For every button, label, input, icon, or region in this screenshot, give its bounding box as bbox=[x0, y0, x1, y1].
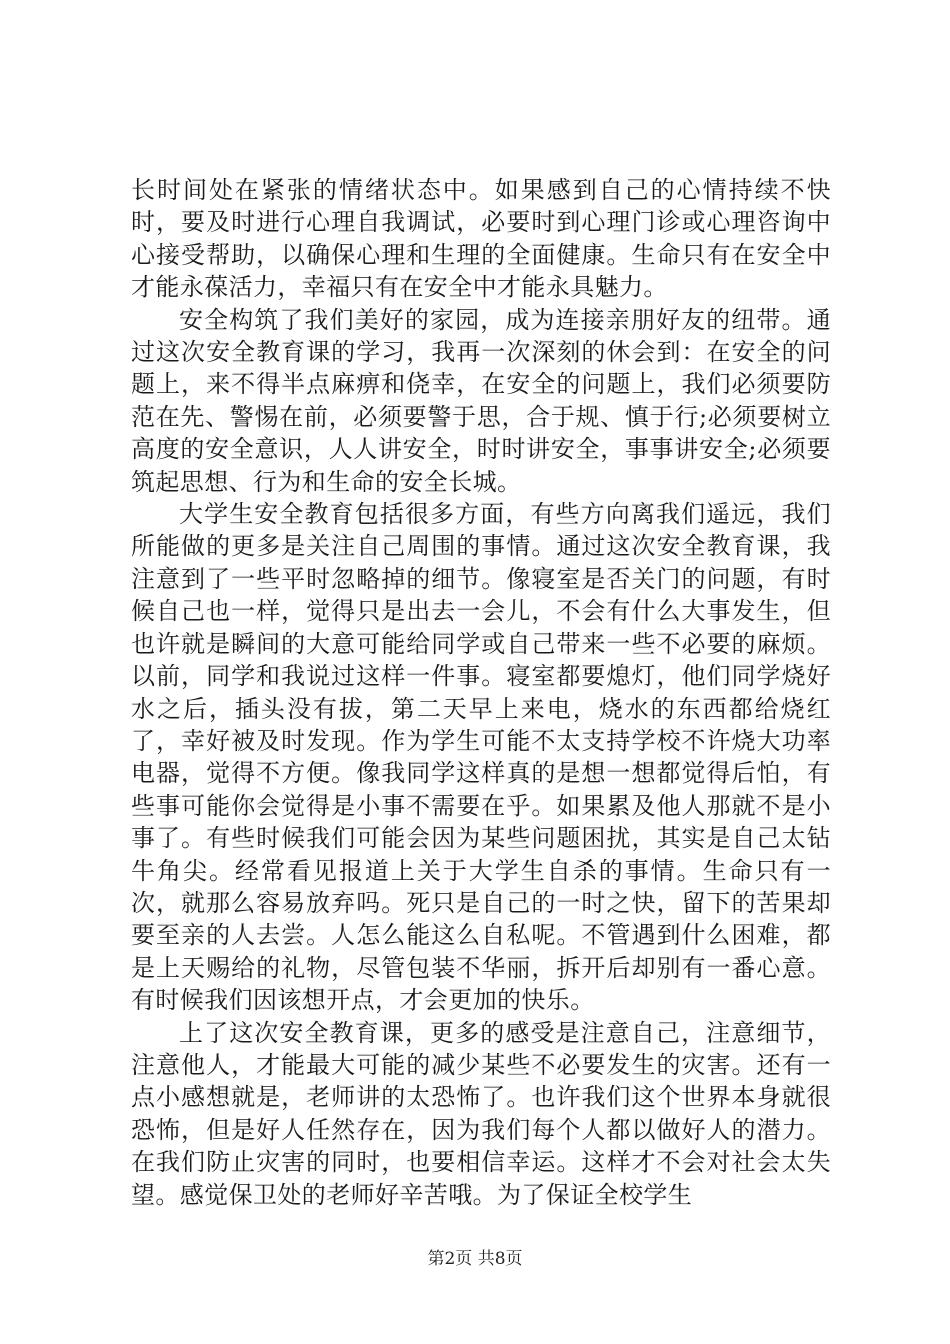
page-number-footer: 第2页 共8页 bbox=[427, 1249, 523, 1269]
paragraph-reflection: 上了这次安全教育课，更多的感受是注意自己，注意细节，注意他人，才能最大可能的减少某些不必要发生的灾害。还有一点小感想就是，老师讲的太恐怖了。也许我们这个世界本身就很恐怖，但是好人任然存在，因为我们每个人都以做好人的潜力。在我们防止灾害的同时，也要相信幸运。这样才不会对社会太失望。感觉保卫处的老师好辛苦哦。为了保证全校学生 bbox=[131, 1018, 831, 1209]
paragraph-safety-home: 安全构筑了我们美好的家园，成为连接亲朋好友的纽带。通过这次安全教育课的学习，我再一次深刻的休会到：在安全的问题上，来不得半点麻痹和侥幸，在安全的问题上，我们必须要防范在先、警惕在前，必须要警于思，合于规、慎于行;必须要树立高度的安全意识，人人讲安全，时时讲安全，事事讲安全;必须要筑起思想、行为和生命的安全长城。 bbox=[131, 305, 831, 496]
paragraph-safety-education: 大学生安全教育包括很多方面，有些方向离我们遥远，我们所能做的更多是关注自己周围的事情。通过这次安全教育课，我注意到了一些平时忽略掉的细节。像寝室是否关门的问题，有时候自己也一样，觉得只是出去一会儿，不会有什么大事发生，但也许就是瞬间的大意可能给同学或自己带来一些不必要的麻烦。以前，同学和我说过这样一件事。寝室都要熄灯，他们同学烧好水之后，插头没有拔，第二天早上来电，烧水的东西都给烧红了，幸好被及时发现。作为学生可能不太支持学校不许烧大功率电器，觉得不方便。像我同学这样真的是想一想都觉得后怕，有些事可能你会觉得是小事不需要在乎。如果累及他人那就不是小事了。有些时候我们可能会因为某些问题困扰，其实是自己太钻牛角尖。经常看见报道上关于大学生自杀的事情。生命只有一次，就那么容易放弃吗。死只是自己的一时之快，留下的苦果却要至亲的人去尝。人怎么能这么自私呢。不管遇到什么困难，都是上天赐给的礼物，尽管包装不华丽，拆开后却别有一番心意。有时候我们因该想开点，才会更加的快乐。 bbox=[131, 500, 831, 1015]
paragraph-continuation: 长时间处在紧张的情绪状态中。如果感到自己的心情持续不快时，要及时进行心理自我调试，必要时到心理门诊或心理咨询中心接受帮助，以确保心理和生理的全面健康。生命只有在安全中才能永葆活力，幸福只有在安全中才能永具魅力。 bbox=[131, 176, 831, 302]
document-body bbox=[131, 174, 831, 1211]
